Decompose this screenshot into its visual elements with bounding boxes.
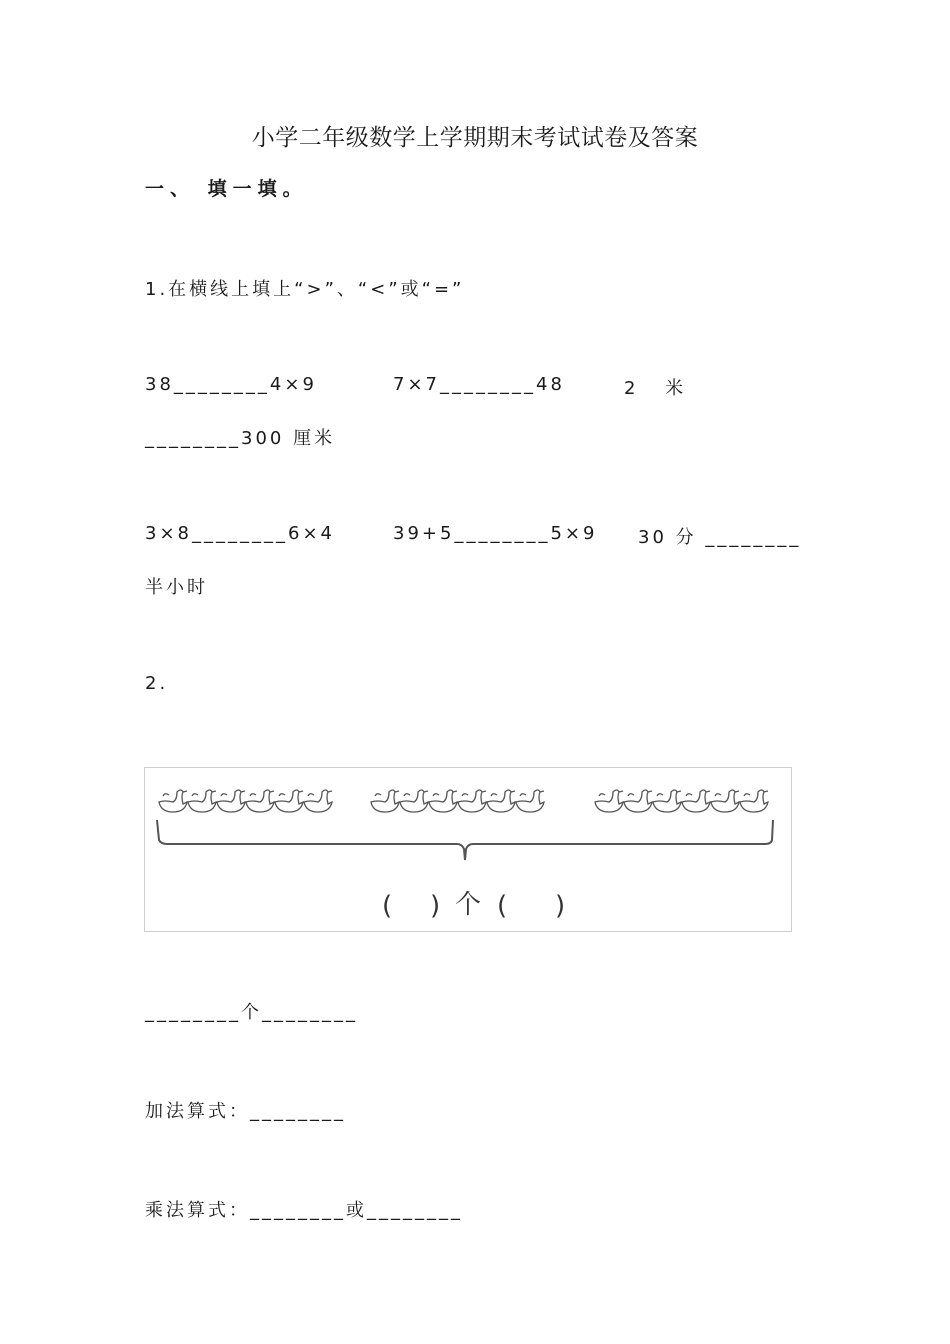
duck-icon (371, 790, 399, 812)
figure-right-paren-1: ) (430, 891, 441, 921)
duck-icon (159, 790, 187, 812)
q1-row2-item-b: 39+5________5×9 (393, 523, 598, 544)
page-title: 小学二年级数学上学期期末考试试卷及答案 (251, 125, 699, 151)
q1-row1-item-c: 2 米 (624, 378, 696, 399)
duck-icon (217, 790, 245, 812)
figure-left-paren-1: ( (382, 891, 393, 921)
duck-icon (516, 790, 544, 812)
q1-row1-item-a: 38________4×9 (145, 374, 317, 395)
duck-illustration (145, 768, 793, 933)
duck-icon (246, 790, 274, 812)
question-2-number: 2. (145, 673, 169, 694)
grouping-brace (157, 820, 773, 860)
duck-icon (458, 790, 486, 812)
duck-icon (275, 790, 303, 812)
duck-icon (653, 790, 681, 812)
q1-row1-item-b: 7×7________48 (393, 374, 565, 395)
q2-addition-line: 加法算式：________ (145, 1101, 346, 1122)
q1-row1-item-c-continued: ________300 厘米 (145, 428, 336, 449)
duck-icon (624, 790, 652, 812)
duck-icon (487, 790, 515, 812)
figure-ge-label: 个 (455, 890, 482, 920)
question-1-prompt: 1.在横线上填上“>”、“<”或“=” (145, 279, 465, 300)
q1-row2-item-c: 30 分 ________ (638, 527, 802, 548)
q1-row2-item-c-continued: 半小时 (145, 577, 208, 598)
section-heading: 一、 填一填。 (145, 178, 308, 200)
duck-icon (740, 790, 768, 812)
duck-icon (429, 790, 457, 812)
duck-icon (711, 790, 739, 812)
duck-icon (682, 790, 710, 812)
duck-icon (188, 790, 216, 812)
duck-groups-figure (144, 767, 792, 932)
duck-icon (400, 790, 428, 812)
duck-icon (304, 790, 332, 812)
q1-row2-item-a: 3×8________6×4 (145, 523, 335, 544)
figure-left-paren-2: ( (497, 891, 508, 921)
q2-ge-answer-line: ________个________ (145, 1002, 358, 1023)
figure-right-paren-2: ) (555, 891, 566, 921)
q2-multiplication-line: 乘法算式：________或________ (145, 1200, 463, 1221)
duck-icon (595, 790, 623, 812)
